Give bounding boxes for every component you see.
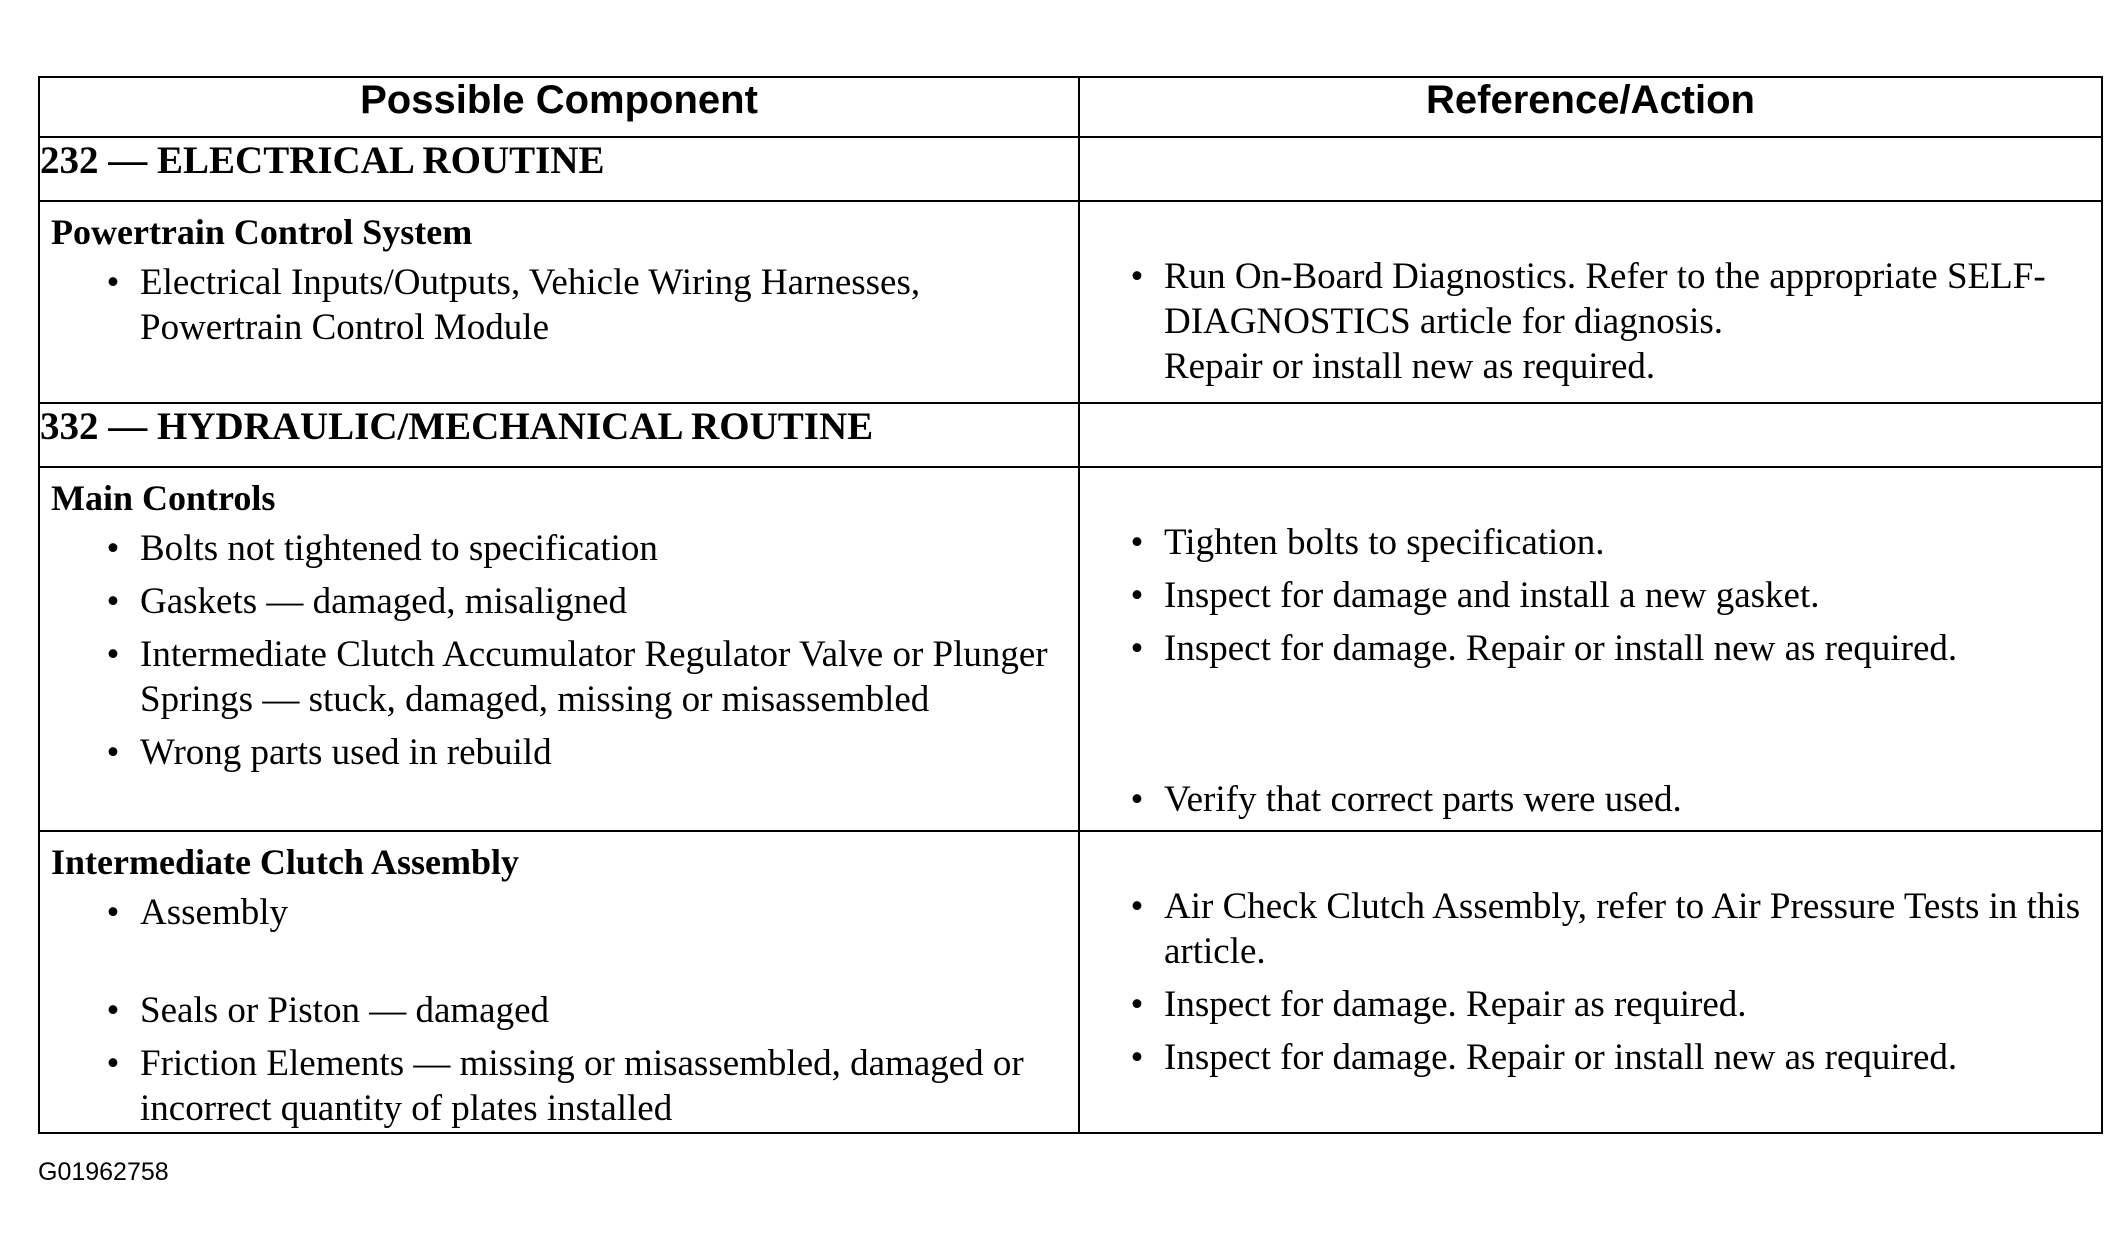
list-item: • Verify that correct parts were used.	[1164, 777, 2101, 822]
bullet: •	[106, 732, 120, 773]
group-row-powertrain	[39, 201, 2102, 403]
bullet: •	[106, 990, 120, 1031]
list-item: • Electrical Inputs/Outputs, Vehicle Wiring Harnesses, Powertrain Control Module	[140, 260, 1078, 350]
bullet: •	[1130, 886, 1144, 927]
bullet: •	[106, 581, 120, 622]
list-item: • Inspect for damage. Repair as required.	[1164, 982, 2101, 1027]
group-title-intermediate-clutch: Intermediate Clutch Assembly	[51, 842, 519, 882]
figure-id: G01962758	[38, 1158, 169, 1186]
list-item: • Bolts not tightened to specification	[140, 526, 1078, 571]
group-title-powertrain: Powertrain Control System	[51, 212, 473, 252]
action-extra-text: Repair or install new as required.	[1164, 346, 1656, 387]
section-empty-cell	[1079, 403, 2102, 467]
component-list	[40, 526, 1078, 775]
action-list	[1080, 254, 2101, 344]
bullet: •	[1130, 628, 1144, 669]
header-reference-action: Reference/Action	[1079, 77, 2102, 137]
action-cell	[1079, 201, 2102, 403]
group-row-intermediate-clutch	[39, 831, 2102, 1133]
action-cell	[1079, 467, 2102, 831]
action-list	[1080, 884, 2101, 1080]
list-item: • Tighten bolts to specification.	[1164, 520, 2101, 565]
component-list	[40, 260, 1078, 350]
bullet: •	[106, 634, 120, 675]
bullet: •	[1130, 984, 1144, 1025]
bullet: •	[1130, 779, 1144, 820]
bullet: •	[1130, 256, 1144, 297]
list-item: • Gaskets — damaged, misaligned	[140, 579, 1078, 624]
action-list	[1080, 520, 2101, 822]
component-cell	[39, 201, 1079, 403]
list-item: • Inspect for damage and install a new gasket.	[1164, 573, 2101, 618]
header-possible-component: Possible Component	[39, 77, 1079, 137]
bullet: •	[106, 1043, 120, 1084]
section-empty-cell	[1079, 137, 2102, 201]
diagnosis-table	[38, 76, 2103, 1134]
list-item: • Run On-Board Diagnostics. Refer to the appropriate SELF-DIAGNOSTICS article for diagnosis.	[1164, 254, 2101, 344]
bullet: •	[1130, 1037, 1144, 1078]
component-cell	[39, 467, 1079, 831]
bullet: •	[106, 262, 120, 303]
list-item: • Seals or Piston — damaged	[140, 988, 1078, 1033]
component-cell	[39, 831, 1079, 1133]
action-cell	[1079, 831, 2102, 1133]
bullet: •	[1130, 575, 1144, 616]
list-item: • Intermediate Clutch Accumulator Regulator Valve or Plunger Springs — stuck, damaged, missing or misassembled	[140, 632, 1078, 722]
list-item: • Assembly	[140, 890, 1078, 935]
bullet: •	[106, 892, 120, 933]
component-list	[40, 890, 1078, 1131]
header-row	[39, 77, 2102, 137]
section-row-hydraulic	[39, 403, 2102, 467]
list-item: • Inspect for damage. Repair or install new as required.	[1164, 1035, 2101, 1080]
group-title-main-controls: Main Controls	[51, 478, 276, 518]
list-item: • Inspect for damage. Repair or install new as required.	[1164, 626, 2101, 671]
list-item: • Friction Elements — missing or misassembled, damaged or incorrect quantity of plates installed	[140, 1041, 1078, 1131]
section-row-electrical	[39, 137, 2102, 201]
list-item: • Air Check Clutch Assembly, refer to Air Pressure Tests in this article.	[1164, 884, 2101, 974]
section-title-hydraulic: 332 — HYDRAULIC/MECHANICAL ROUTINE	[39, 403, 1079, 467]
list-item: • Wrong parts used in rebuild	[140, 730, 1078, 775]
bullet: •	[1130, 522, 1144, 563]
bullet: •	[106, 528, 120, 569]
group-row-main-controls	[39, 467, 2102, 831]
section-title-electrical: 232 — ELECTRICAL ROUTINE	[39, 137, 1079, 201]
